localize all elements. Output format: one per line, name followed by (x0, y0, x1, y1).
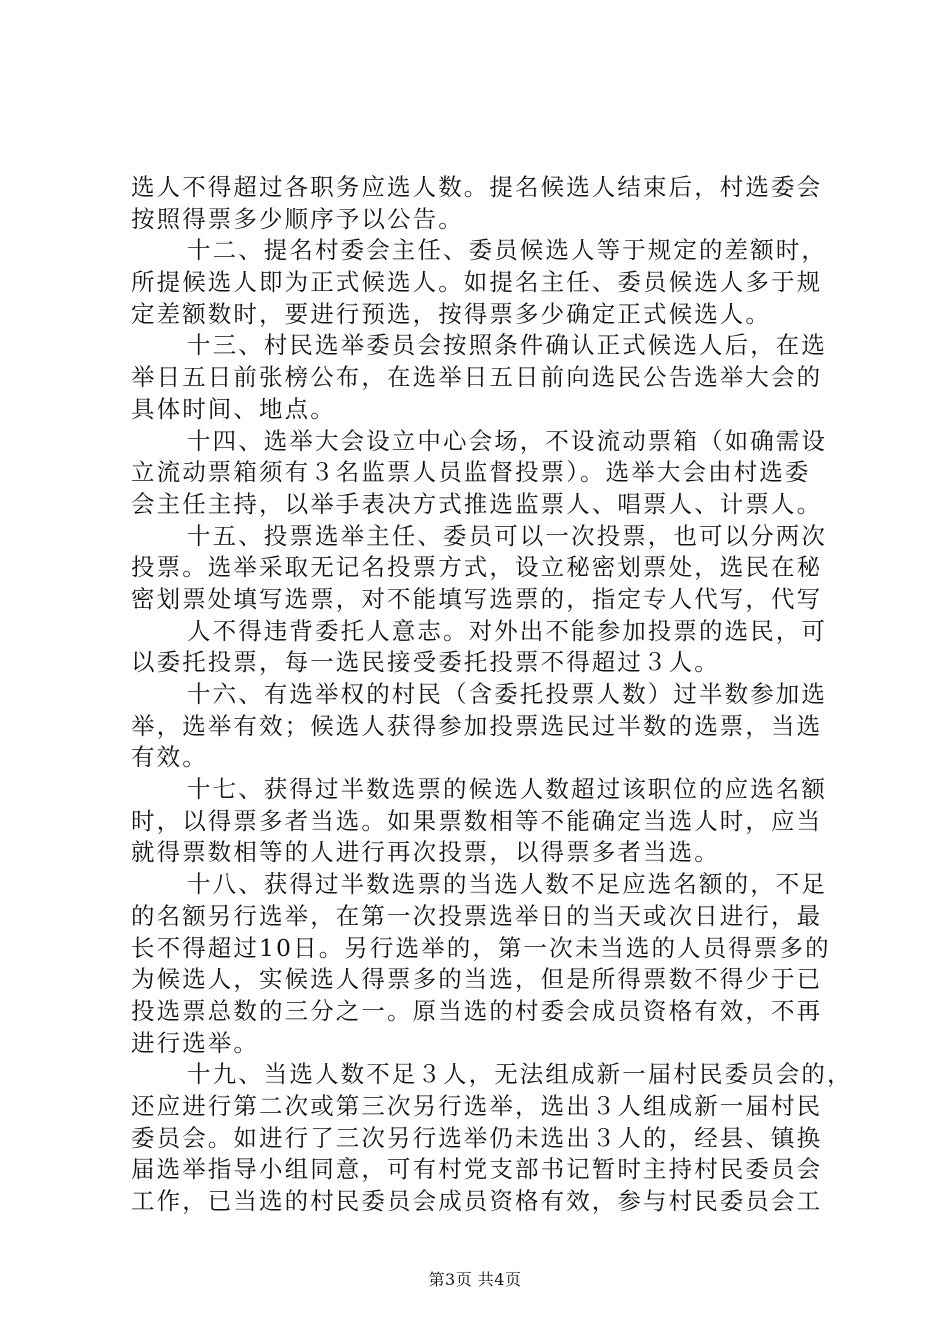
text-line: 十二、提名村委会主任、委员候选人等于规定的差额时， (187, 236, 827, 265)
text-line: 按照得票多少顺序予以公告。 (131, 204, 464, 233)
text-line: 十八、获得过半数选票的当选人数不足应选名额的，不足 (187, 870, 827, 899)
text-line: 举日五日前张榜公布，在选举日五日前向选民公告选举大会的 (131, 363, 823, 392)
text-line: 为候选人，实候选人得票多的当选，但是所得票数不得少于已 (131, 965, 823, 994)
text-line: 时，以得票多者当选。如果票数相等不能确定当选人时，应当 (131, 806, 823, 835)
text-line: 十四、选举大会设立中心会场，不设流动票箱（如确需设 (187, 426, 827, 455)
text-line: 定差额数时，要进行预选，按得票多少确定正式候选人。 (131, 299, 771, 328)
text-line: 就得票数相等的人进行再次投票，以得票多者当选。 (131, 838, 720, 867)
text-line: 十九、当选人数不足３人，无法组成新一届村民委员会的， (187, 1060, 853, 1089)
text-line: 十六、有选举权的村民（含委托投票人数）过半数参加选 (187, 680, 827, 708)
text-line: 具体时间、地点。 (131, 394, 336, 423)
text-line: 投选票总数的三分之一。原当选的村委会成员资格有效，不再 (131, 996, 823, 1025)
text-line: 会主任主持，以举手表决方式推选监票人、唱票人、计票人。 (131, 489, 823, 518)
text-line: 十五、投票选举主任、委员可以一次投票，也可以分两次 (187, 521, 827, 550)
text-line: 长不得超过10日。另行选举的，第一次未当选的人员得票多的 (131, 933, 831, 962)
text-line: 还应进行第二次或第三次另行选举，选出３人组成新一届村民 (131, 1091, 823, 1120)
text-line: 举，选举有效；候选人获得参加投票选民过半数的选票，当选 (131, 711, 823, 740)
text-line: 委员会。如进行了三次另行选举仍未选出３人的，经县、镇换 (131, 1123, 823, 1152)
body-text (131, 172, 853, 1218)
text-line: 十七、获得过半数选票的候选人数超过该职位的应选名额 (187, 775, 827, 804)
text-line: 投票。选举采取无记名投票方式，设立秘密划票处，选民在秘 (131, 553, 823, 582)
text-line: 以委托投票，每一选民接受委托投票不得超过３人。 (131, 648, 720, 677)
text-line: 工作，已当选的村民委员会成员资格有效，参与村民委员会工 (131, 1187, 823, 1215)
page-footer: 第3页 共4页 (428, 1270, 522, 1289)
text-line: 密划票处填写选票，对不能填写选票的，指定专人代写，代写 (131, 584, 823, 613)
text-line: 的名额另行选举，在第一次投票选举日的当天或次日进行，最 (131, 901, 823, 930)
text-line: 所提候选人即为正式候选人。如提名主任、委员候选人多于规 (131, 268, 823, 297)
text-line: 选人不得超过各职务应选人数。提名候选人结束后，村选委会 (131, 173, 823, 201)
text-line: 人不得违背委托人意志。对外出不能参加投票的选民，可 (187, 616, 827, 645)
text-line: 十三、村民选举委员会按照条件确认正式候选人后，在选 (187, 331, 827, 360)
text-line: 进行选举。 (131, 1028, 259, 1057)
text-line: 届选举指导小组同意，可有村党支部书记暂时主持村民委员会 (131, 1155, 823, 1184)
text-line: 立流动票箱须有３名监票人员监督投票）。选举大会由村选委 (131, 458, 811, 487)
text-line: 有效。 (131, 743, 208, 772)
